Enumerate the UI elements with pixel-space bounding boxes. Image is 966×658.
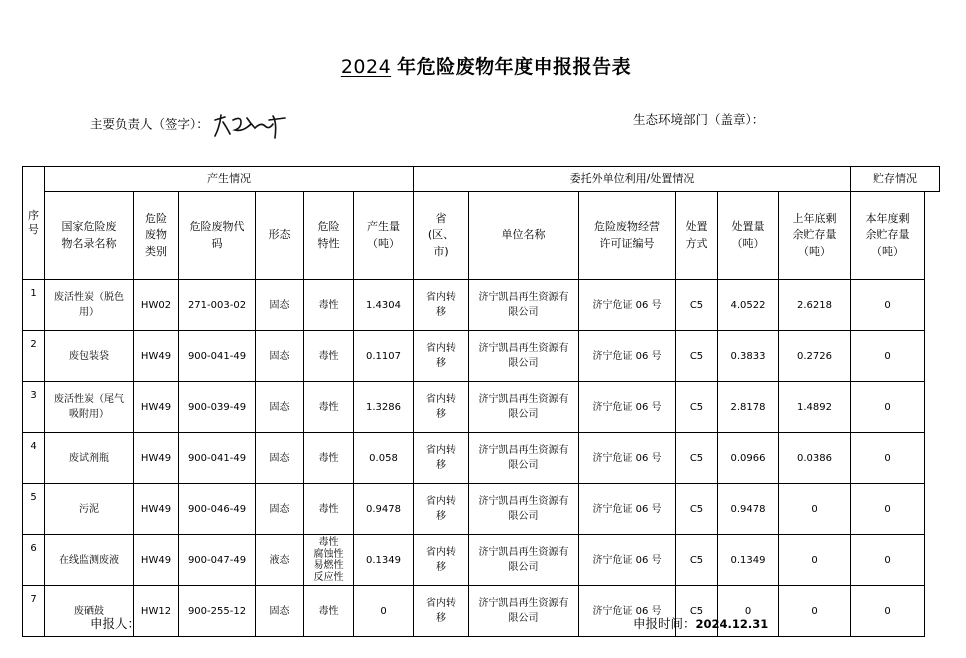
cell-transfer: 省内转移 [414, 586, 469, 637]
cell-form: 固态 [256, 433, 304, 484]
header-code: 危险废物代码 [179, 192, 256, 280]
cell-category: HW49 [134, 331, 179, 382]
cell-transfer: 省内转移 [414, 535, 469, 586]
cell-waste-code: 900-255-12 [179, 586, 256, 637]
table-row [23, 433, 940, 484]
report-time-value: 2024.12.31 [695, 617, 769, 631]
cell-license: 济宁危证 06 号 [579, 331, 676, 382]
cell-waste-name: 废活性炭（尾气吸附用） [45, 382, 134, 433]
header-group-entrusted: 委托外单位利用/处置情况 [414, 167, 851, 192]
table-row [23, 382, 940, 433]
cell-waste-code: 900-046-49 [179, 484, 256, 535]
cell-category: HW49 [134, 382, 179, 433]
cell-transfer: 省内转移 [414, 382, 469, 433]
cell-waste-name: 废包装袋 [45, 331, 134, 382]
cell-property: 毒性 腐蚀性 易燃性 反应性 [304, 535, 354, 586]
header-group-storage: 贮存情况 [851, 167, 940, 192]
cell-form: 固态 [256, 280, 304, 331]
cell-waste-code: 900-039-49 [179, 382, 256, 433]
cell-disposal-amount: 0.1349 [718, 535, 779, 586]
report-title-text: 年危险废物年度申报报告表 [397, 56, 632, 78]
header-license: 危险废物经营许可证编号 [579, 192, 676, 280]
cell-waste-name: 废硒鼓 [45, 586, 134, 637]
cell-transfer: 省内转移 [414, 280, 469, 331]
cell-license: 济宁危证 06 号 [579, 433, 676, 484]
cell-output: 0.1349 [354, 535, 414, 586]
cell-transfer: 省内转移 [414, 433, 469, 484]
cell-method: C5 [676, 484, 718, 535]
table-row [23, 280, 940, 331]
cell-category: HW12 [134, 586, 179, 637]
cell-method: C5 [676, 535, 718, 586]
cell-unit-name: 济宁凯昌再生资源有限公司 [469, 382, 579, 433]
reporter-line [90, 614, 140, 632]
cell-form: 液态 [256, 535, 304, 586]
cell-seq: 7 [23, 586, 45, 637]
cell-disposal-amount: 4.0522 [718, 280, 779, 331]
cell-property: 毒性 [304, 331, 354, 382]
dept-seal-line [633, 110, 764, 128]
cell-seq: 6 [23, 535, 45, 586]
cell-output: 0.9478 [354, 484, 414, 535]
cell-category: HW02 [134, 280, 179, 331]
cell-output: 1.4304 [354, 280, 414, 331]
header-form: 形态 [256, 192, 304, 280]
cell-form: 固态 [256, 586, 304, 637]
waste-report-table [22, 166, 940, 637]
report-time-label: 申报时间： [633, 616, 696, 631]
principal-label: 主要负责人（签字）： [90, 116, 209, 132]
cell-disposal-amount: 0.9478 [718, 484, 779, 535]
cell-waste-code: 900-041-49 [179, 433, 256, 484]
cell-last-year-storage: 0 [779, 484, 851, 535]
cell-seq: 4 [23, 433, 45, 484]
dept-label: 生态环境部门（盖章）： [633, 112, 765, 127]
cell-form: 固态 [256, 484, 304, 535]
table-row [23, 586, 940, 637]
header-name: 国家危险废物名录名称 [45, 192, 134, 280]
cell-property: 毒性 [304, 382, 354, 433]
cell-unit-name: 济宁凯昌再生资源有限公司 [469, 280, 579, 331]
cell-disposal-amount: 0.0966 [718, 433, 779, 484]
cell-waste-code: 900-041-49 [179, 331, 256, 382]
cell-transfer: 省内转移 [414, 484, 469, 535]
header-output: 产生量（吨） [354, 192, 414, 280]
cell-seq: 1 [23, 280, 45, 331]
cell-disposal-amount: 0.3833 [718, 331, 779, 382]
cell-last-year-storage: 0 [779, 586, 851, 637]
table-row [23, 535, 940, 586]
cell-method: C5 [676, 280, 718, 331]
cell-this-year-storage: 0 [851, 586, 925, 637]
header-disposal: 处置量（吨） [718, 192, 779, 280]
cell-unit-name: 济宁凯昌再生资源有限公司 [469, 433, 579, 484]
cell-waste-name: 废试剂瓶 [45, 433, 134, 484]
cell-this-year-storage: 0 [851, 484, 925, 535]
cell-output: 0 [354, 586, 414, 637]
cell-waste-code: 900-047-49 [179, 535, 256, 586]
cell-method: C5 [676, 331, 718, 382]
cell-last-year-storage: 0.0386 [779, 433, 851, 484]
report-title [0, 52, 966, 79]
cell-last-year-storage: 2.6218 [779, 280, 851, 331]
cell-property: 毒性 [304, 484, 354, 535]
cell-unit-name: 济宁凯昌再生资源有限公司 [469, 586, 579, 637]
cell-waste-name: 在线监测废液 [45, 535, 134, 586]
header-transfer: 省(区、市) [414, 192, 469, 280]
cell-last-year-storage: 0 [779, 535, 851, 586]
cell-category: HW49 [134, 433, 179, 484]
table-row [23, 484, 940, 535]
principal-signature-line [90, 110, 293, 140]
cell-method: C5 [676, 433, 718, 484]
cell-property: 毒性 [304, 586, 354, 637]
cell-unit-name: 济宁凯昌再生资源有限公司 [469, 535, 579, 586]
header-this-year-storage: 本年度剩余贮存量（吨） [851, 192, 925, 280]
cell-this-year-storage: 0 [851, 331, 925, 382]
table-row [23, 331, 940, 382]
cell-seq: 3 [23, 382, 45, 433]
reporter-label: 申报人： [90, 616, 141, 631]
cell-this-year-storage: 0 [851, 433, 925, 484]
cell-this-year-storage: 0 [851, 382, 925, 433]
cell-method: C5 [676, 586, 718, 637]
cell-waste-name: 废活性炭（脱色用） [45, 280, 134, 331]
header-last-year-storage: 上年底剩余贮存量（吨） [779, 192, 851, 280]
cell-property: 毒性 [304, 433, 354, 484]
cell-license: 济宁危证 06 号 [579, 382, 676, 433]
cell-output: 0.058 [354, 433, 414, 484]
cell-transfer: 省内转移 [414, 331, 469, 382]
report-year: 2024 [340, 56, 392, 78]
handwritten-signature [211, 110, 293, 140]
cell-output: 1.3286 [354, 382, 414, 433]
cell-this-year-storage: 0 [851, 535, 925, 586]
cell-disposal-amount: 0 [718, 586, 779, 637]
header-group-production: 产生情况 [45, 167, 414, 192]
cell-form: 固态 [256, 382, 304, 433]
cell-waste-code: 271-003-02 [179, 280, 256, 331]
header-seq: 序号 [23, 167, 45, 280]
cell-property: 毒性 [304, 280, 354, 331]
cell-license: 济宁危证 06 号 [579, 535, 676, 586]
cell-license: 济宁危证 06 号 [579, 280, 676, 331]
cell-license: 济宁危证 06 号 [579, 586, 676, 637]
header-unit: 单位名称 [469, 192, 579, 280]
cell-output: 0.1107 [354, 331, 414, 382]
cell-seq: 5 [23, 484, 45, 535]
header-method: 处置方式 [676, 192, 718, 280]
cell-this-year-storage: 0 [851, 280, 925, 331]
cell-last-year-storage: 0.2726 [779, 331, 851, 382]
report-time-line [633, 614, 768, 632]
cell-form: 固态 [256, 331, 304, 382]
cell-last-year-storage: 1.4892 [779, 382, 851, 433]
cell-waste-name: 污泥 [45, 484, 134, 535]
cell-license: 济宁危证 06 号 [579, 484, 676, 535]
cell-category: HW49 [134, 484, 179, 535]
header-property: 危险特性 [304, 192, 354, 280]
cell-disposal-amount: 2.8178 [718, 382, 779, 433]
cell-seq: 2 [23, 331, 45, 382]
cell-category: HW49 [134, 535, 179, 586]
cell-method: C5 [676, 382, 718, 433]
cell-unit-name: 济宁凯昌再生资源有限公司 [469, 484, 579, 535]
cell-unit-name: 济宁凯昌再生资源有限公司 [469, 331, 579, 382]
header-category: 危险废物类别 [134, 192, 179, 280]
